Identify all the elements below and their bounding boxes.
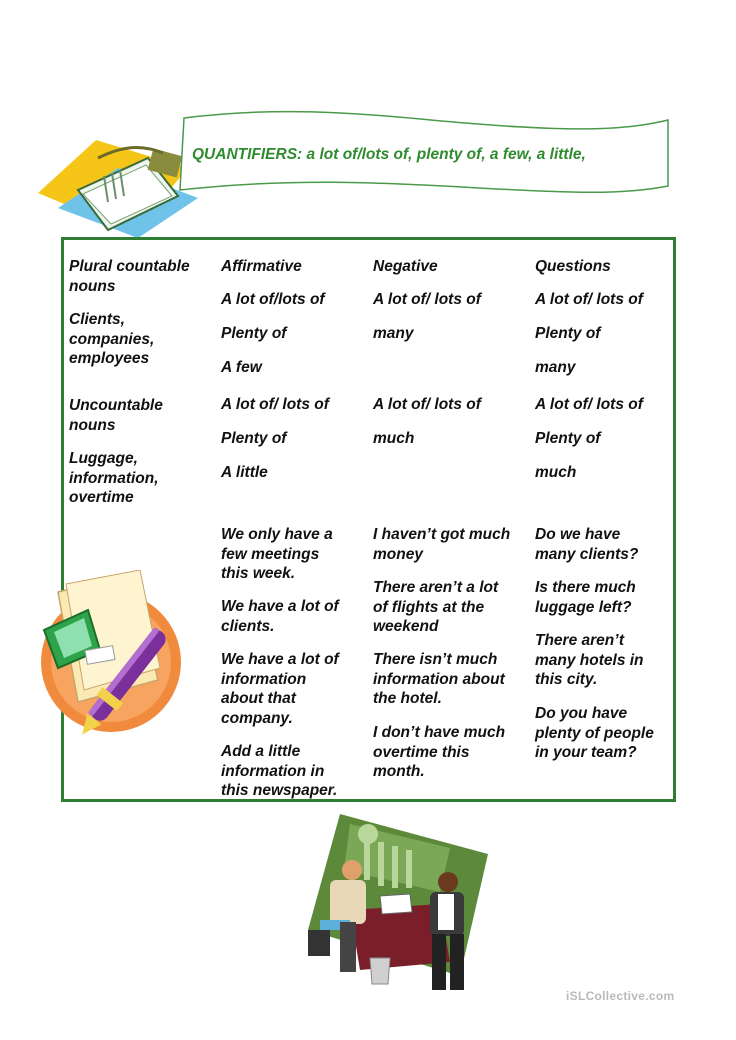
header-plural-countable: Plural countable nouns [69,258,190,295]
countable-questions-2: Plenty of [535,325,601,342]
uncountable-affirmative-2: Plenty of [221,430,287,447]
affirmative-sentence-3: We have a lot of information about that company. [221,651,339,727]
question-sentence-1: Do we have many clients? [535,526,639,563]
countable-negative-1: A lot of/ lots of [373,291,481,308]
question-sentence-2: Is there much luggage left? [535,579,636,616]
countable-questions-3: many [535,359,576,376]
uncountable-label: Uncountable nouns [69,397,163,434]
uncountable-questions-1: A lot of/ lots of [535,396,643,413]
affirmative-sentence-4: Add a little information in this newspaper. [221,743,338,799]
negative-sentence-2: There aren’t a lot of flights at the weekend [373,579,499,635]
header-questions: Questions [535,258,611,275]
negative-sentence-3: There isn’t much information about the hotel. [373,651,505,707]
header-affirmative: Affirmative [221,258,302,275]
countable-affirmative-3: A few [221,359,262,376]
paper-pen-clipart [36,570,186,740]
uncountable-negative-1: A lot of/ lots of [373,396,481,413]
affirmative-sentence-2: We have a lot of clients. [221,598,339,635]
countable-affirmative-1: A lot of/lots of [221,291,325,308]
countable-affirmative-2: Plenty of [221,325,287,342]
countable-questions-1: A lot of/ lots of [535,291,643,308]
negative-sentence-4: I don’t have much overtime this month. [373,724,506,780]
business-meeting-clipart [300,812,490,1002]
uncountable-questions-3: much [535,464,577,481]
uncountable-affirmative-1: A lot of/ lots of [221,396,329,413]
uncountable-questions-2: Plenty of [535,430,601,447]
question-sentence-4: Do you have plenty of people in your team? [535,705,654,761]
question-sentence-3: There aren’t many hotels in this city. [535,632,644,688]
negative-sentence-1: I haven’t got much money [373,526,511,563]
affirmative-sentence-1: We only have a few meetings this week. [221,526,333,582]
watermark-text: iSLCollective.com [566,989,675,1003]
notebook-clipart [38,138,198,238]
uncountable-negative-2: much [373,430,415,447]
countable-negative-2: many [373,325,414,342]
countable-examples: Clients, companies, employees [69,311,155,367]
header-negative: Negative [373,258,438,275]
page-title: QUANTIFIERS: a lot of/lots of, plenty of, a few, a little, [192,146,586,163]
uncountable-affirmative-3: A little [221,464,268,481]
uncountable-examples: Luggage, information, overtime [69,450,159,506]
